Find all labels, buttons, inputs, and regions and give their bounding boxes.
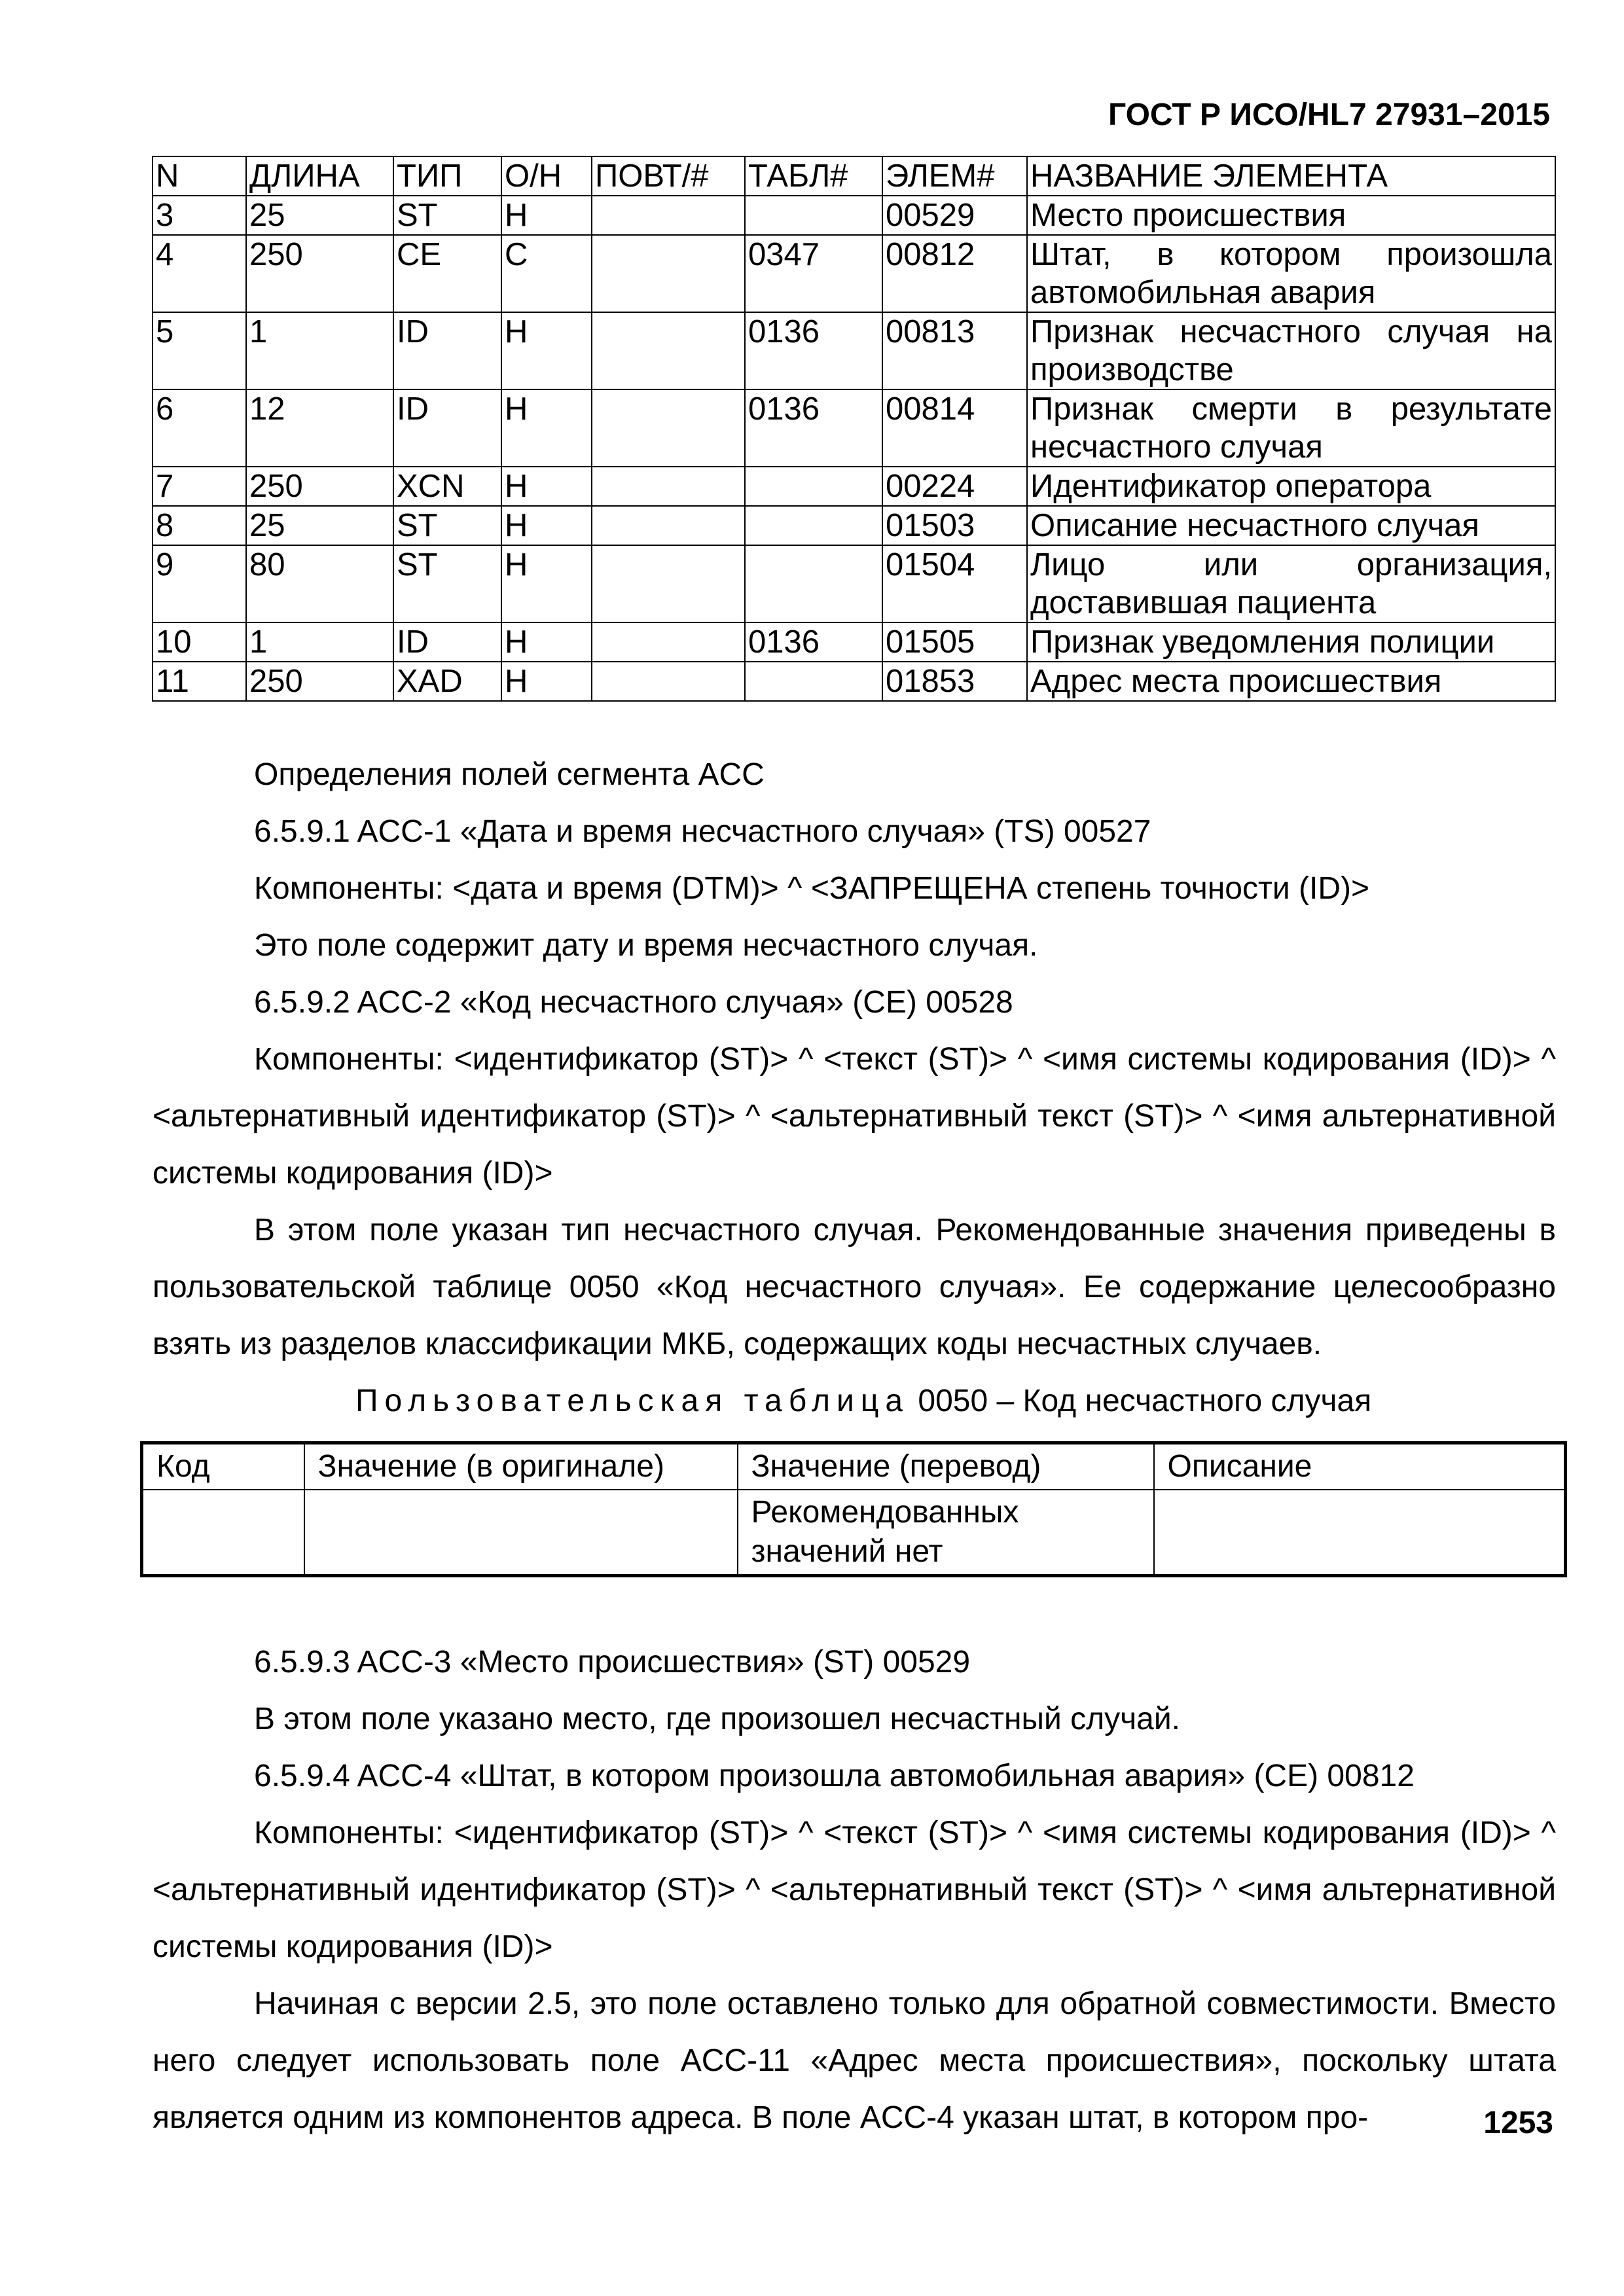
table-cell	[592, 662, 745, 701]
table-cell: 8	[153, 506, 246, 545]
column-header: О/Н	[501, 156, 592, 196]
table-cell: Лицо или организация, доставившая пациента	[1027, 545, 1555, 622]
table-cell: 3	[153, 196, 246, 235]
table-row	[142, 1490, 1566, 1576]
table-cell: 25	[246, 506, 393, 545]
paragraph: В этом поле указано место, где произошел несчастный случай.	[254, 1702, 1180, 1736]
user-table-caption: Пользовательская таблица 0050 – Код несчастного случая	[355, 1384, 1372, 1418]
table-cell: CE	[393, 235, 501, 312]
table-cell: Н	[501, 622, 592, 662]
table-cell: 250	[246, 662, 393, 701]
table-cell: Н	[501, 506, 592, 545]
table-cell: 4	[153, 235, 246, 312]
table-cell: ID	[393, 312, 501, 389]
table-cell: 25	[246, 196, 393, 235]
paragraph: 6.5.9.1 ACC-1 «Дата и время несчастного случая» (TS) 00527	[254, 814, 1151, 849]
column-header: N	[153, 156, 246, 196]
table-cell: 0136	[745, 312, 882, 389]
table-cell: 01505	[882, 622, 1027, 662]
column-header: ТАБЛ#	[745, 156, 882, 196]
table-cell: Н	[501, 662, 592, 701]
column-header: ЭЛЕМ#	[882, 156, 1027, 196]
user-table-header-row	[142, 1443, 1566, 1490]
table-cell: 12	[246, 389, 393, 467]
table-cell: Рекомендованных значений нет	[738, 1490, 1154, 1576]
paragraph: 6.5.9.2 ACC-2 «Код несчастного случая» (СЕ) 00528	[254, 985, 1013, 1020]
document-body	[153, 746, 1556, 2146]
paragraph: Определения полей сегмента ACC	[254, 757, 765, 792]
table-cell: ST	[393, 545, 501, 622]
document-standard-header: ГОСТ Р ИСО/HL7 27931–2015	[1108, 98, 1550, 132]
table-cell	[745, 545, 882, 622]
table-cell	[745, 662, 882, 701]
table-cell: 80	[246, 545, 393, 622]
table-cell: 00529	[882, 196, 1027, 235]
table-cell: 10	[153, 622, 246, 662]
table-cell: Н	[501, 389, 592, 467]
table-cell	[592, 389, 745, 467]
table-cell: 00812	[882, 235, 1027, 312]
table-cell: Н	[501, 196, 592, 235]
table-cell: XCN	[393, 467, 501, 506]
paragraph: Это поле содержит дату и время несчастного случая.	[254, 928, 1038, 963]
table-cell	[304, 1490, 738, 1576]
table-cell	[592, 235, 745, 312]
segment-table-body	[153, 196, 1555, 701]
paragraph: 6.5.9.3 ACC-3 «Место происшествия» (ST) 00529	[254, 1645, 971, 1679]
table-cell: 9	[153, 545, 246, 622]
paragraph: 6.5.9.4 ACC-4 «Штат, в котором произошла автомобильная авария» (CE) 00812	[254, 1759, 1415, 1793]
table-cell: Штат, в котором произошла автомобильная авария	[1027, 235, 1555, 312]
table-cell	[592, 467, 745, 506]
table-row	[153, 389, 1555, 467]
table-cell: Признак смерти в результате несчастного случая	[1027, 389, 1555, 467]
paragraph: Компоненты: <дата и время (DTM)> ^ <ЗАПРЕЩЕНА степень точности (ID)>	[254, 871, 1370, 906]
table-cell: 6	[153, 389, 246, 467]
segment-fields-table	[152, 156, 1556, 702]
column-header: ДЛИНА	[246, 156, 393, 196]
table-cell: ID	[393, 622, 501, 662]
table-row	[153, 235, 1555, 312]
paragraph: Компоненты: <идентификатор (ST)> ^ <текст (ST)> ^ <имя системы кодирования (ID)> ^ <альтернативный идентификатор (ST)> ^ <альтернативный текст (ST)> ^ <имя альтернативной системы кодирования (ID)>	[153, 1042, 1556, 1191]
table-cell	[592, 545, 745, 622]
user-table-0050	[140, 1441, 1567, 1577]
table-cell: 01504	[882, 545, 1027, 622]
table-cell	[142, 1490, 304, 1576]
table-cell: Описание несчастного случая	[1027, 506, 1555, 545]
table-cell: XAD	[393, 662, 501, 701]
table-cell: Место происшествия	[1027, 196, 1555, 235]
table-cell: Н	[501, 312, 592, 389]
table-cell	[592, 312, 745, 389]
table-cell: 5	[153, 312, 246, 389]
segment-table-header-row	[153, 156, 1555, 196]
table-cell: 0347	[745, 235, 882, 312]
table-cell: 250	[246, 235, 393, 312]
column-header: ПОВТ/#	[592, 156, 745, 196]
paragraph: Компоненты: <идентификатор (ST)> ^ <текст (ST)> ^ <имя системы кодирования (ID)> ^ <альтернативный идентификатор (ST)> ^ <альтернативный текст (ST)> ^ <имя альтернативной системы кодирования (ID)>	[153, 1816, 1556, 1964]
table-row	[153, 467, 1555, 506]
table-row	[153, 545, 1555, 622]
table-cell: Признак несчастного случая на производстве	[1027, 312, 1555, 389]
table-cell: 1	[246, 312, 393, 389]
table-cell: Идентификатор оператора	[1027, 467, 1555, 506]
table-cell: Признак уведомления полиции	[1027, 622, 1555, 662]
table-cell	[592, 622, 745, 662]
paragraph-group-2	[153, 1634, 1556, 2146]
table-cell: 01853	[882, 662, 1027, 701]
column-header: Значение (перевод)	[738, 1443, 1154, 1490]
table-cell	[1154, 1490, 1566, 1576]
table-cell: 00224	[882, 467, 1027, 506]
table-row	[153, 622, 1555, 662]
table-cell: 00813	[882, 312, 1027, 389]
table-cell: ST	[393, 196, 501, 235]
table-cell: ID	[393, 389, 501, 467]
column-header: Код	[142, 1443, 304, 1490]
table-cell: 11	[153, 662, 246, 701]
table-cell: 250	[246, 467, 393, 506]
paragraph: В этом поле указан тип несчастного случая. Рекомендованные значения приведены в пользовательской таблице 0050 «Код несчастного случая». Ее содержание целесообразно взять из разделов классификации МКБ, содержащих коды несчастных случаев.	[153, 1213, 1556, 1361]
table-cell	[592, 506, 745, 545]
table-cell	[745, 196, 882, 235]
table-cell	[745, 467, 882, 506]
table-cell: ST	[393, 506, 501, 545]
table-cell: 01503	[882, 506, 1027, 545]
column-header: Описание	[1154, 1443, 1566, 1490]
table-cell: Н	[501, 467, 592, 506]
table-row	[153, 312, 1555, 389]
table-row	[153, 506, 1555, 545]
table-row	[153, 662, 1555, 701]
table-cell: 00814	[882, 389, 1027, 467]
table-cell: Адрес места происшествия	[1027, 662, 1555, 701]
table-cell: 7	[153, 467, 246, 506]
table-cell: С	[501, 235, 592, 312]
table-cell: Н	[501, 545, 592, 622]
column-header: ТИП	[393, 156, 501, 196]
page-number: 1253	[1483, 2106, 1553, 2140]
table-row	[153, 196, 1555, 235]
table-cell	[592, 196, 745, 235]
column-header: НАЗВАНИЕ ЭЛЕМЕНТА	[1027, 156, 1555, 196]
column-header: Значение (в оригинале)	[304, 1443, 738, 1490]
table-cell: 0136	[745, 389, 882, 467]
table-cell	[745, 506, 882, 545]
paragraph-group-1	[153, 746, 1556, 1372]
table-cell: 1	[246, 622, 393, 662]
table-cell: 0136	[745, 622, 882, 662]
paragraph: Начиная с версии 2.5, это поле оставлено только для обратной совместимости. Вместо него следует использовать поле ACC-11 «Адрес места происшествия», поскольку штата является одним из компонентов адреса. В поле ACC-4 указан штат, в котором про-	[153, 1986, 1556, 2135]
